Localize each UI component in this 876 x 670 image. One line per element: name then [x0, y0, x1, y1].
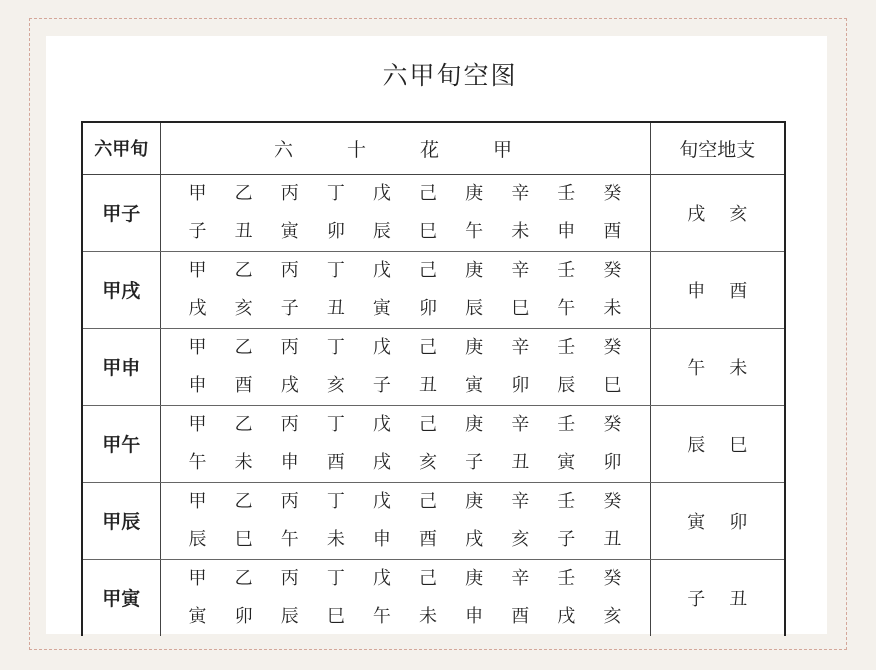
xun-name-cell: 甲辰	[82, 482, 160, 559]
huajia-cell	[160, 251, 650, 328]
kong-branch-char: 辰	[687, 434, 706, 456]
branch-char: 戌	[188, 297, 207, 319]
branch-char: 申	[372, 528, 391, 550]
branch-char: 寅	[557, 451, 576, 473]
huajia-cell	[160, 405, 650, 482]
branch-char: 子	[465, 451, 484, 473]
stem-char: 壬	[557, 336, 576, 358]
stem-char: 戊	[372, 259, 391, 281]
branch-char: 戌	[372, 451, 391, 473]
stem-char: 癸	[603, 336, 622, 358]
stem-char: 乙	[234, 490, 253, 512]
xunkong-cell	[650, 251, 785, 328]
earthly-branches-line	[161, 367, 650, 405]
earthly-branches-line	[161, 444, 650, 482]
branch-char: 卯	[419, 297, 438, 319]
stem-char: 辛	[511, 567, 530, 589]
table-row	[82, 405, 785, 482]
stem-char: 丙	[280, 413, 299, 435]
xun-name-cell: 甲午	[82, 405, 160, 482]
kong-branch-char: 戌	[687, 203, 706, 225]
branch-char: 丑	[234, 220, 253, 242]
stem-char: 甲	[188, 413, 207, 435]
branch-char: 酉	[511, 605, 530, 627]
stem-char: 壬	[557, 490, 576, 512]
stem-char: 己	[419, 567, 438, 589]
page-title: 六甲旬空图	[382, 61, 518, 90]
stem-char: 甲	[188, 336, 207, 358]
stem-char: 壬	[557, 567, 576, 589]
stem-char: 戊	[372, 490, 391, 512]
kong-branch-char: 丑	[729, 588, 748, 610]
heavenly-stems-line	[161, 483, 650, 521]
heavenly-stems-line	[161, 175, 650, 213]
stem-char: 丙	[280, 336, 299, 358]
stem-char: 庚	[465, 336, 484, 358]
earthly-branches-line	[161, 213, 650, 251]
stem-char: 己	[419, 336, 438, 358]
stem-char: 辛	[511, 413, 530, 435]
xunkong-cell	[650, 559, 785, 636]
stem-char: 丙	[280, 490, 299, 512]
branch-char: 巳	[234, 528, 253, 550]
branch-char: 未	[603, 297, 622, 319]
stem-char: 癸	[603, 413, 622, 435]
branch-char: 戌	[280, 374, 299, 396]
huajia-cell	[160, 328, 650, 405]
branch-char: 寅	[188, 605, 207, 627]
kong-branch-char: 子	[687, 588, 706, 610]
branch-char: 申	[557, 220, 576, 242]
stem-char: 庚	[465, 182, 484, 204]
branch-char: 辰	[465, 297, 484, 319]
xun-name-cell: 甲戌	[82, 251, 160, 328]
table-row	[82, 328, 785, 405]
branch-char: 卯	[511, 374, 530, 396]
earthly-branches-line	[161, 521, 650, 559]
branch-char: 寅	[465, 374, 484, 396]
branch-char: 戌	[465, 528, 484, 550]
branch-char: 丑	[419, 374, 438, 396]
stem-char: 戊	[372, 413, 391, 435]
heavenly-stems-line	[161, 406, 650, 444]
kong-branch-char: 申	[687, 280, 706, 302]
stem-char: 丁	[326, 336, 345, 358]
branch-char: 寅	[372, 297, 391, 319]
branch-char: 辰	[188, 528, 207, 550]
heavenly-stems-line	[161, 560, 650, 598]
kong-branch-char: 巳	[729, 434, 748, 456]
branch-char: 申	[280, 451, 299, 473]
table-row	[82, 174, 785, 251]
branch-char: 子	[557, 528, 576, 550]
branch-char: 未	[234, 451, 253, 473]
stem-char: 丙	[280, 567, 299, 589]
stem-char: 壬	[557, 413, 576, 435]
kong-branch-char: 未	[729, 357, 748, 379]
kong-branch-char: 午	[687, 357, 706, 379]
branch-char: 申	[188, 374, 207, 396]
stem-char: 甲	[188, 567, 207, 589]
stem-char: 辛	[511, 259, 530, 281]
stem-char: 戊	[372, 567, 391, 589]
stem-char: 乙	[234, 259, 253, 281]
header-liujiaxun: 六甲旬	[82, 122, 160, 174]
header-xunkong-dizhi: 旬空地支	[650, 122, 785, 174]
stem-char: 庚	[465, 413, 484, 435]
branch-char: 卯	[326, 220, 345, 242]
branch-char: 午	[280, 528, 299, 550]
huajia-cell	[160, 559, 650, 636]
branch-char: 丑	[326, 297, 345, 319]
stem-char: 丁	[326, 567, 345, 589]
stem-char: 甲	[188, 490, 207, 512]
stem-char: 丁	[326, 259, 345, 281]
xunkong-cell	[650, 405, 785, 482]
branch-char: 午	[557, 297, 576, 319]
stem-char: 甲	[188, 182, 207, 204]
branch-char: 午	[465, 220, 484, 242]
branch-char: 子	[280, 297, 299, 319]
table-row	[82, 251, 785, 328]
stem-char: 庚	[465, 567, 484, 589]
branch-char: 酉	[326, 451, 345, 473]
branch-char: 卯	[603, 451, 622, 473]
stem-char: 乙	[234, 336, 253, 358]
stem-char: 己	[419, 413, 438, 435]
stem-char: 癸	[603, 567, 622, 589]
kong-branch-char: 卯	[729, 511, 748, 533]
branch-char: 子	[188, 220, 207, 242]
xun-name-cell: 甲子	[82, 174, 160, 251]
branch-char: 亥	[419, 451, 438, 473]
stem-char: 戊	[372, 182, 391, 204]
branch-char: 辰	[372, 220, 391, 242]
branch-char: 巳	[419, 220, 438, 242]
huajia-cell	[160, 482, 650, 559]
stem-char: 辛	[511, 490, 530, 512]
stem-char: 庚	[465, 490, 484, 512]
huajia-cell	[160, 174, 650, 251]
stem-char: 丙	[280, 182, 299, 204]
branch-char: 辰	[557, 374, 576, 396]
xunkong-cell	[650, 482, 785, 559]
branch-char: 寅	[280, 220, 299, 242]
branch-char: 戌	[557, 605, 576, 627]
earthly-branches-line	[161, 598, 650, 636]
branch-char: 未	[419, 605, 438, 627]
stem-char: 乙	[234, 182, 253, 204]
earthly-branches-line	[161, 290, 650, 328]
branch-char: 巳	[511, 297, 530, 319]
stem-char: 丙	[280, 259, 299, 281]
branch-char: 亥	[234, 297, 253, 319]
kong-branch-char: 酉	[729, 280, 748, 302]
table-header-row	[82, 122, 785, 174]
branch-char: 辰	[280, 605, 299, 627]
kong-branch-char: 寅	[687, 511, 706, 533]
stem-char: 庚	[465, 259, 484, 281]
stem-char: 辛	[511, 182, 530, 204]
branch-char: 卯	[234, 605, 253, 627]
stem-char: 壬	[557, 182, 576, 204]
header-liushihuajia: 六 十 花 甲	[160, 122, 650, 174]
stem-char: 壬	[557, 259, 576, 281]
branch-char: 申	[465, 605, 484, 627]
branch-char: 巳	[603, 374, 622, 396]
stem-char: 癸	[603, 490, 622, 512]
xun-name-cell: 甲申	[82, 328, 160, 405]
branch-char: 子	[372, 374, 391, 396]
branch-char: 巳	[326, 605, 345, 627]
branch-char: 丑	[511, 451, 530, 473]
table-row	[82, 559, 785, 636]
branch-char: 亥	[511, 528, 530, 550]
stem-char: 丁	[326, 413, 345, 435]
branch-char: 午	[372, 605, 391, 627]
branch-char: 酉	[234, 374, 253, 396]
branch-char: 未	[326, 528, 345, 550]
xunkong-cell	[650, 328, 785, 405]
table-row	[82, 482, 785, 559]
stem-char: 乙	[234, 567, 253, 589]
xunkong-cell	[650, 174, 785, 251]
stem-char: 乙	[234, 413, 253, 435]
xun-name-cell: 甲寅	[82, 559, 160, 636]
branch-char: 亥	[326, 374, 345, 396]
branch-char: 酉	[603, 220, 622, 242]
stem-char: 己	[419, 490, 438, 512]
branch-char: 丑	[603, 528, 622, 550]
stem-char: 甲	[188, 259, 207, 281]
branch-char: 酉	[419, 528, 438, 550]
branch-char: 未	[511, 220, 530, 242]
stem-char: 辛	[511, 336, 530, 358]
stem-char: 癸	[603, 182, 622, 204]
heavenly-stems-line	[161, 252, 650, 290]
stem-char: 丁	[326, 490, 345, 512]
branch-char: 午	[188, 451, 207, 473]
stem-char: 丁	[326, 182, 345, 204]
stem-char: 己	[419, 182, 438, 204]
liujia-xunkong-table	[81, 121, 786, 636]
kong-branch-char: 亥	[729, 203, 748, 225]
stem-char: 己	[419, 259, 438, 281]
heavenly-stems-line	[161, 329, 650, 367]
branch-char: 亥	[603, 605, 622, 627]
stem-char: 戊	[372, 336, 391, 358]
stem-char: 癸	[603, 259, 622, 281]
